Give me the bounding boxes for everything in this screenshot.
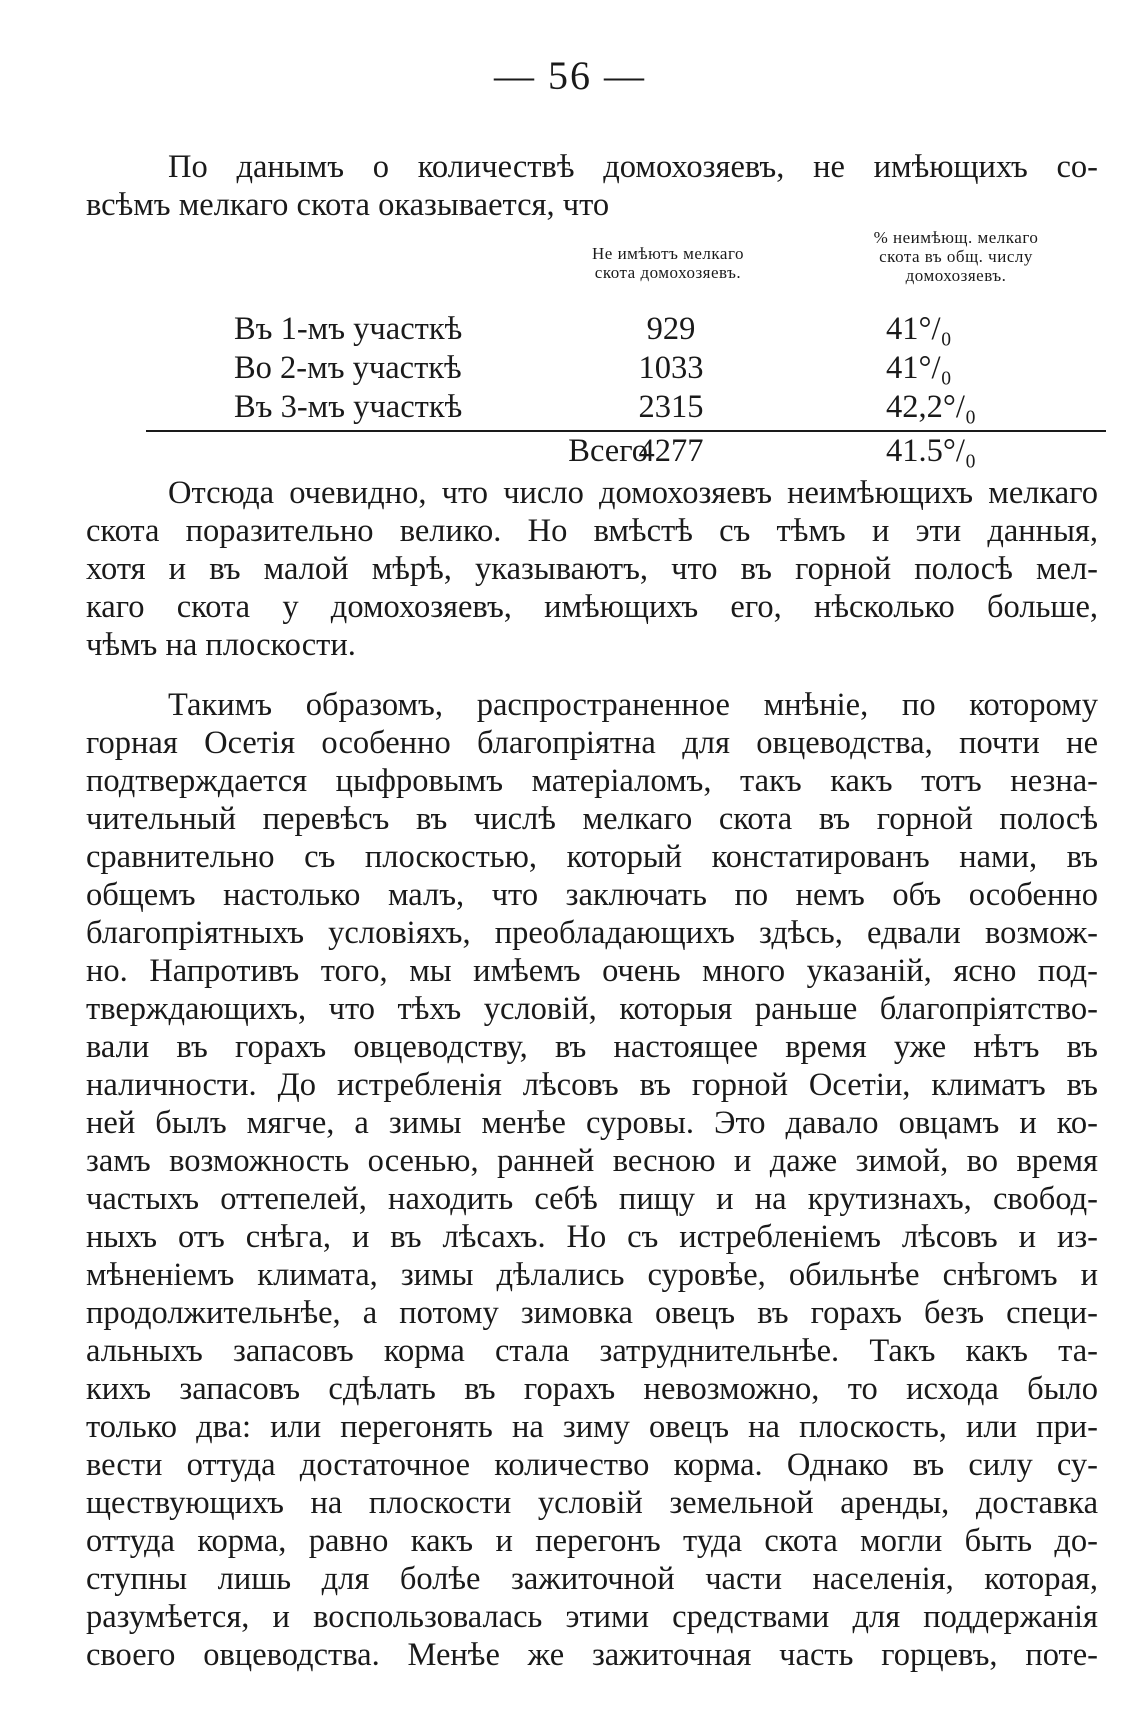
- text-line: Отсюда очевидно, что число домохозяевъ неимѣющихъ мелкаго: [168, 475, 1098, 511]
- text-line: только два: или перегонять на зиму овецъ на плоскость, или при-: [86, 1409, 1098, 1445]
- text-line: подтверждается цыфровымъ матеріаломъ, такъ какъ тотъ незна-: [86, 763, 1098, 799]
- row-count: 1033: [638, 350, 704, 386]
- total-percent: 41.5°/₀: [886, 433, 977, 469]
- header-line: Не имѣютъ мелкаго: [592, 244, 744, 263]
- table-row: [86, 349, 1098, 387]
- text-line: вали въ горахъ овцеводству, въ настоящее время уже нѣтъ въ: [86, 1029, 1098, 1065]
- text-line: чительный перевѣсъ въ числѣ мелкаго скота въ горной полосѣ: [86, 801, 1098, 837]
- table-row: [86, 310, 1098, 348]
- text-line: продолжительнѣе, а потому зимовка овецъ въ горахъ безъ специ-: [86, 1295, 1098, 1331]
- text-line: ней былъ мягче, а зимы менѣе суровы. Это давало овцамъ и ко-: [86, 1105, 1098, 1141]
- text-line: общемъ настолько малъ, что заключать по немъ объ особенно: [86, 877, 1098, 913]
- text-line: Такимъ образомъ, распространенное мнѣніе, по которому: [168, 687, 1098, 723]
- paragraph-conclusion: [86, 474, 1098, 664]
- text-line: наличности. До истребленія лѣсовъ въ горной Осетіи, климатъ въ: [86, 1067, 1098, 1103]
- text-line: всѣмъ мелкаго скота оказывается, что: [86, 187, 610, 223]
- row-count: 929: [646, 311, 696, 347]
- text-line: частыхъ оттепелей, находить себѣ пищу и на крутизнахъ, свобод-: [86, 1181, 1098, 1217]
- text-line: горная Осетія особенно благопріятна для овцеводства, почти не: [86, 725, 1098, 761]
- text-line: скота поразительно велико. Но вмѣстѣ съ тѣмъ и эти данныя,: [86, 513, 1098, 549]
- text-line: каго скота у домохозяевъ, имѣющихъ его, нѣсколько больше,: [86, 589, 1098, 625]
- row-percent: 41°/₀: [886, 311, 952, 347]
- text-line: ныхъ отъ снѣга, и въ лѣсахъ. Но съ истребленіемъ лѣсовъ и из-: [86, 1219, 1098, 1255]
- row-label: Въ 1-мъ участкѣ: [234, 311, 463, 347]
- row-label: Въ 3-мъ участкѣ: [234, 389, 463, 425]
- table-row: [86, 388, 1098, 426]
- total-label: Всего: [568, 433, 648, 469]
- header-line: % неимѣющ. мелкаго: [873, 228, 1039, 247]
- text-line: мѣненіемъ климата, зимы дѣлались суровѣе, обильнѣе снѣгомъ и: [86, 1257, 1098, 1293]
- statistics-table: [86, 214, 1098, 474]
- page-number: — 56 —: [494, 53, 646, 98]
- text-line: ступны лишь для болѣе зажиточной части населенія, которая,: [86, 1561, 1098, 1597]
- row-label: Во 2-мъ участкѣ: [234, 350, 462, 386]
- text-line: По данымъ о количествѣ домохозяевъ, не имѣющихъ со-: [168, 149, 1098, 185]
- text-line: оттуда корма, равно какъ и перегонъ туда скота могли быть до-: [86, 1523, 1098, 1559]
- text-line: своего овцеводства. Менѣе же зажиточная часть горцевъ, поте-: [86, 1637, 1098, 1673]
- row-count: 2315: [638, 389, 704, 425]
- text-line: кихъ запасовъ сдѣлать въ горахъ невозможно, то исхода было: [86, 1371, 1098, 1407]
- text-line: замъ возможность осенью, ранней весною и даже зимой, во время: [86, 1143, 1098, 1179]
- paragraph-discussion: [86, 686, 1098, 1674]
- column-header-percent: [826, 228, 1086, 285]
- text-line: хотя и въ малой мѣрѣ, указываютъ, что въ горной полосѣ мел-: [86, 551, 1098, 587]
- text-line: сравнительно съ плоскостью, который констатированъ нами, въ: [86, 839, 1098, 875]
- text-line: но. Напротивъ того, мы имѣемъ очень много указаній, ясно под-: [86, 953, 1098, 989]
- text-line: альныхъ запасовъ корма стала затруднительнѣе. Такъ какъ та-: [86, 1333, 1098, 1369]
- text-line: разумѣется, и воспользовалась этими средствами для поддержанія: [86, 1599, 1098, 1635]
- text-line: тверждающихъ, что тѣхъ условій, которыя раньше благопріятство-: [86, 991, 1098, 1027]
- row-percent: 42,2°/₀: [886, 389, 977, 425]
- text-line: чѣмъ на плоскости.: [86, 627, 356, 663]
- text-line: ществующихъ на плоскости условій земельной аренды, доставка: [86, 1485, 1098, 1521]
- table-total-row: [86, 432, 1098, 470]
- intro-paragraph: [86, 148, 1098, 224]
- header-line: скота домохозяевъ.: [594, 263, 742, 282]
- total-count: 4277: [638, 433, 704, 469]
- column-header-count: [538, 244, 798, 282]
- row-percent: 41°/₀: [886, 350, 952, 386]
- text-line: благопріятныхъ условіяхъ, преобладающихъ здѣсь, едвали возмож-: [86, 915, 1098, 951]
- header-line: скота въ общ. числу: [879, 247, 1033, 266]
- header-line: домохозяевъ.: [905, 266, 1007, 285]
- text-line: вести оттуда достаточное количество корма. Однако въ силу су-: [86, 1447, 1098, 1483]
